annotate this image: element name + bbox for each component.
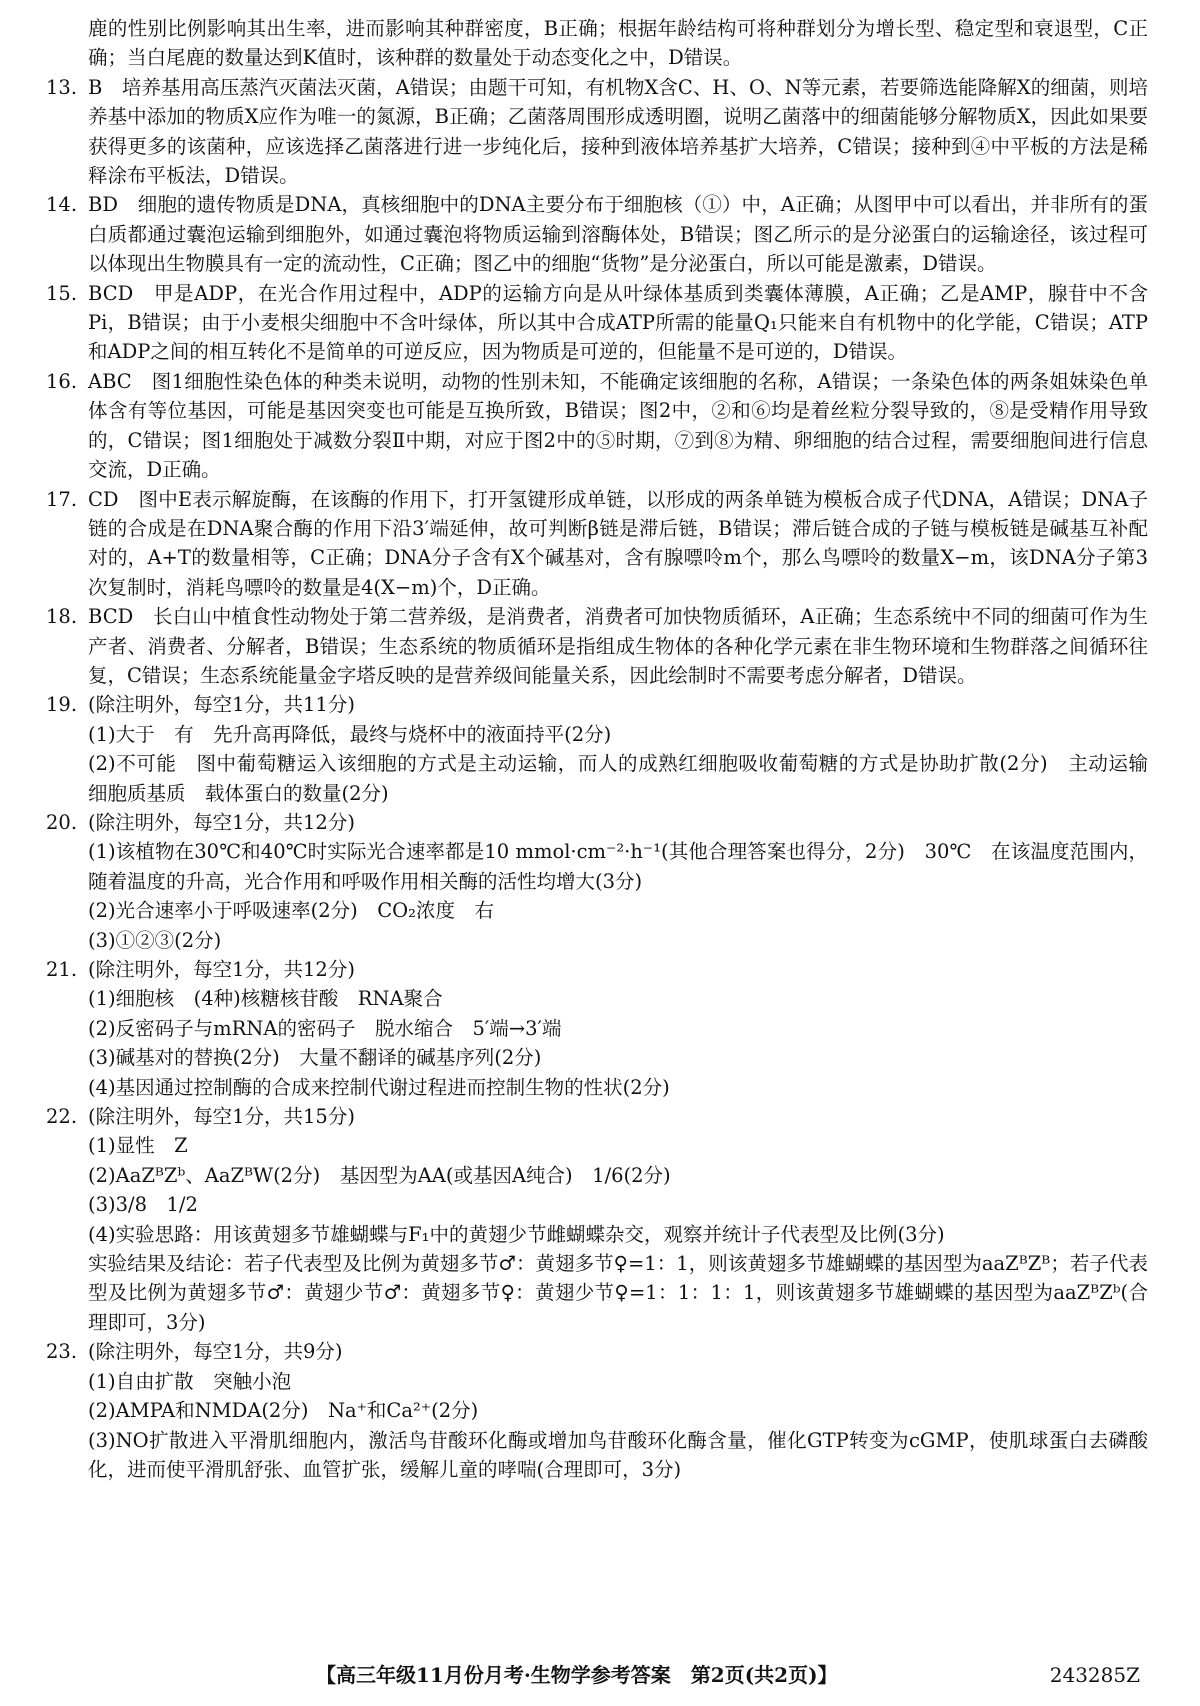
answer-text: (3)3/8 1/2 xyxy=(88,1193,198,1217)
question-number: 20. xyxy=(46,810,78,834)
answer-line xyxy=(88,1073,1148,1102)
answer-text: (1)该植物在30℃和40℃时实际光合速率都是10 mmol·cm⁻²·h⁻¹(其他合理答案也得分，2分) 30℃ 在该温度范围内，随着温度的升高，光合作用和呼吸作用相关酶的活性均增大(3分) xyxy=(88,840,1148,893)
answer-text: (除注明外，每空1分，共12分) xyxy=(88,810,355,834)
answer-text: (4)实验思路：用该黄翅多节雄蝴蝶与F₁中的黄翅少节雌蝴蝶杂交，观察并统计子代表型及比例(3分) xyxy=(88,1222,945,1246)
question-answer xyxy=(46,279,1148,367)
question-answer xyxy=(46,73,1148,191)
answer-line xyxy=(88,1396,1148,1425)
answer-line xyxy=(88,896,1148,925)
answer-line xyxy=(88,1043,1148,1072)
answer-line xyxy=(88,14,1148,73)
footer-code: 243285Z xyxy=(1049,1663,1140,1687)
answer-text: (除注明外，每空1分，共9分) xyxy=(88,1340,343,1364)
answer-text: (2)不可能 图中葡萄糖运入该细胞的方式是主动运输，而人的成熟红细胞吸收葡萄糖的方式是协助扩散(2分) 主动运输 细胞质基质 载体蛋白的数量(2分) xyxy=(88,752,1168,805)
question-number: 18. xyxy=(46,605,78,629)
answer-line xyxy=(88,1190,1148,1219)
question-answer xyxy=(46,367,1148,485)
answer-text: (除注明外，每空1分，共12分) xyxy=(88,958,355,981)
question-answer xyxy=(46,1337,1148,1366)
question-number: 22. xyxy=(46,1105,78,1129)
answer-text: (1)显性 Z xyxy=(88,1134,188,1158)
footer-title: 【高三年级11月份月考·生物学参考答案 第2页(共2页)】 xyxy=(316,1663,838,1687)
question-answer xyxy=(46,1102,1148,1131)
answer-text: 实验结果及结论：若子代表型及比例为黄翅多节♂：黄翅多节♀=1：1，则该黄翅多节雄蝴蝶的基因型为aaZᴮZᴮ；若子代表型及比例为黄翅多节♂：黄翅少节♂：黄翅多节♀：黄翅少节♀=1：1：1：1，则该黄翅多节雄蝴蝶的基因型为aaZᴮZᵇ(合理即可，3分) xyxy=(88,1252,1148,1334)
answer-line xyxy=(88,837,1148,896)
answer-text: (除注明外，每空1分，共11分) xyxy=(88,693,355,717)
answer-text: BCD 长白山中植食性动物处于第二营养级，是消费者，消费者可加快物质循环，A正确；生态系统中不同的细菌可作为生产者、消费者、分解者，B错误；生态系统的物质循环是指组成生物体的各种化学元素在非生物环境和生物群落之间循环往复，C错误；生态系统能量金字塔反映的是营养级间能量关系，因此绘制时不需要考虑分解者，D错误。 xyxy=(88,605,1148,687)
question-answer xyxy=(46,485,1148,603)
answer-line xyxy=(88,1014,1148,1043)
answer-text: (2)AaZᴮZᵇ、AaZᴮW(2分) 基因型为AA(或基因A纯合) 1/6(2分) xyxy=(88,1163,671,1187)
answer-line xyxy=(88,1367,1148,1396)
question-number: 19. xyxy=(46,693,78,717)
answer-line xyxy=(88,1220,1148,1249)
answer-line xyxy=(88,984,1148,1013)
answer-text: CD 图中E表示解旋酶，在该酶的作用下，打开氢键形成单链，以形成的两条单链为模板合成子代DNA，A错误；DNA子链的合成是在DNA聚合酶的作用下沿3′端延伸，故可判断β链是滞后链，B错误；滞后链合成的子链与模板链是碱基互补配对的，A+T的数量相等，C正确；DNA分子含有X个碱基对，含有腺嘌呤m个，那么鸟嘌呤的数量X−m，该DNA分子第3次复制时，消耗鸟嘌呤的数量是4(X−m)个，D正确。 xyxy=(88,487,1148,599)
answer-line xyxy=(88,926,1148,955)
answer-line xyxy=(88,1249,1148,1337)
question-number: 23. xyxy=(46,1340,78,1364)
answer-line xyxy=(88,720,1148,749)
answer-text: (4)基因通过控制酶的合成来控制代谢过程进而控制生物的性状(2分) xyxy=(88,1075,670,1099)
answer-text: (2)AMPA和NMDA(2分) Na⁺和Ca²⁺(2分) xyxy=(88,1399,479,1423)
answer-line xyxy=(88,1161,1148,1190)
question-number: 16. xyxy=(46,369,78,393)
answer-line xyxy=(88,1131,1148,1160)
question-answer xyxy=(46,190,1148,278)
question-number: 13. xyxy=(46,75,78,99)
question-number: 15. xyxy=(46,281,78,305)
question-answer xyxy=(46,690,1148,719)
question-number: 17. xyxy=(46,487,78,511)
answer-text: BCD 甲是ADP，在光合作用过程中，ADP的运输方向是从叶绿体基质到类囊体薄膜，A正确；乙是AMP，腺苷中不含Pi，B错误；由于小麦根尖细胞中不含叶绿体，所以其中合成ATP所需的能量Q₁只能来自有机物中的化学能，C错误；ATP和ADP之间的相互转化不是简单的可逆反应，因为物质是可逆的，但能量不是可逆的，D错误。 xyxy=(88,281,1148,364)
answer-text: BD 细胞的遗传物质是DNA，真核细胞中的DNA主要分布于细胞核（①）中，A正确；从图甲中可以看出，并非所有的蛋白质都通过囊泡运输到细胞外，如通过囊泡将物质运输到溶酶体处，B错误；图乙所示的是分泌蛋白的运输途径，该过程可以体现出生物膜具有一定的流动性，C正确；图乙中的细胞“货物”是分泌蛋白，所以可能是激素，D错误。 xyxy=(88,193,1148,276)
question-answer xyxy=(46,955,1148,984)
answer-line xyxy=(88,1426,1148,1485)
answer-text: (2)反密码子与mRNA的密码子 脱水缩合 5′端→3′端 xyxy=(88,1016,562,1040)
answer-text: ABC 图1细胞性染色体的种类未说明，动物的性别未知，不能确定该细胞的名称，A错误；一条染色体的两条姐妹染色单体含有等位基因，可能是基因突变也可能是互换所致，B错误；图2中，②和⑥均是着丝粒分裂导致的，⑧是受精作用导致的，C错误；图1细胞处于减数分裂Ⅱ中期，对应于图2中的⑤时期，⑦到⑧为精、卵细胞的结合过程，需要细胞间进行信息交流，D正确。 xyxy=(88,369,1148,482)
answer-text: (1)细胞核 (4种)核糖核苷酸 RNA聚合 xyxy=(88,987,443,1011)
question-answer xyxy=(46,808,1148,837)
answer-text: (3)NO扩散进入平滑肌细胞内，激活鸟苷酸环化酶或增加鸟苷酸环化酶含量，催化GTP转变为cGMP，使肌球蛋白去磷酸化，进而使平滑肌舒张、血管扩张，缓解儿童的哮喘(合理即可，3分) xyxy=(88,1428,1148,1481)
page-footer xyxy=(0,1660,1200,1690)
question-number: 21. xyxy=(46,958,78,981)
answer-text: B 培养基用高压蒸汽灭菌法灭菌，A错误；由题干可知，有机物X含C、H、O、N等元素，若要筛选能降解X的细菌，则培养基中添加的物质X应作为唯一的氮源，B正确；乙菌落周围形成透明圈，说明乙菌落中的细菌能够分解物质X，因此如果要获得更多的该菌种，应该选择乙菌落进行进一步纯化后，接种到液体培养基扩大培养，C错误；接种到④中平板的方法是稀释涂布平板法，D错误。 xyxy=(88,75,1148,188)
answer-line xyxy=(88,749,1168,808)
answer-text: (3)①②③(2分) xyxy=(88,928,222,952)
question-answer xyxy=(46,602,1148,690)
answer-text: (2)光合速率小于呼吸速率(2分) CO₂浓度 右 xyxy=(88,899,494,923)
answer-text: 鹿的性别比例影响其出生率，进而影响其种群密度，B正确；根据年龄结构可将种群划分为增长型、稳定型和衰退型，C正确；当白尾鹿的数量达到K值时，该种群的数量处于动态变化之中，D错误。 xyxy=(88,17,1148,70)
answer-text: (3)碱基对的替换(2分) 大量不翻译的碱基序列(2分) xyxy=(88,1046,542,1070)
question-number: 14. xyxy=(46,193,78,217)
answer-text: (1)自由扩散 突触小泡 xyxy=(88,1369,292,1393)
answer-content xyxy=(46,14,1168,1484)
answer-text: (1)大于 有 先升高再降低，最终与烧杯中的液面持平(2分) xyxy=(88,722,612,746)
answer-text: (除注明外，每空1分，共15分) xyxy=(88,1105,355,1129)
